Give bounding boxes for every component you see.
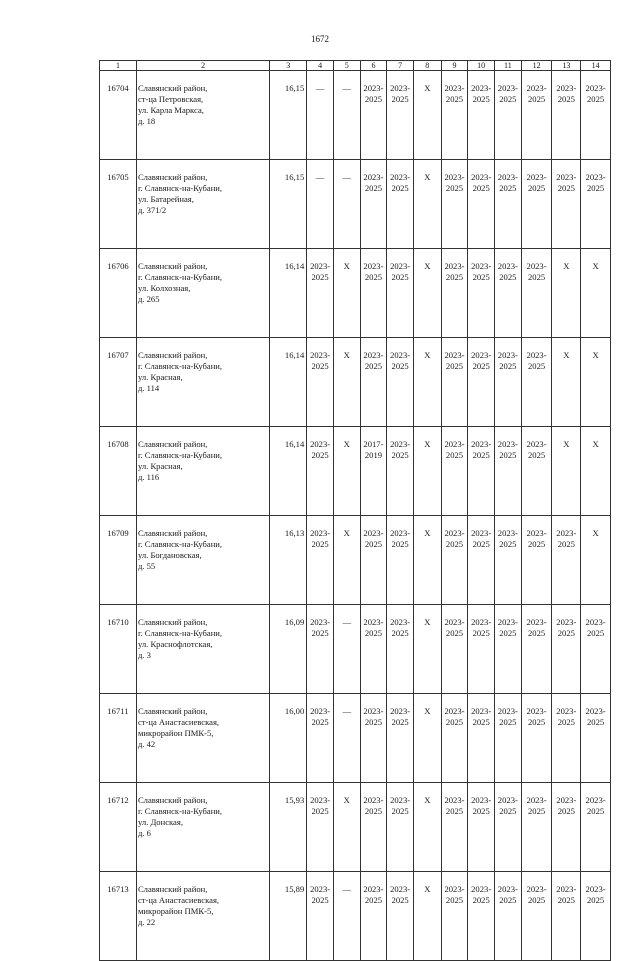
- register-table: [99, 60, 611, 961]
- period-cell: 2023- 2025: [521, 694, 552, 783]
- address-cell: [136, 605, 269, 694]
- column-number: 14: [581, 61, 611, 71]
- period-cell: X: [413, 605, 441, 694]
- period-cell: 2023- 2025: [468, 338, 495, 427]
- period-cell: X: [552, 338, 581, 427]
- period-cell: —: [333, 71, 360, 160]
- period-cell: 2023- 2025: [441, 249, 468, 338]
- table-row: [100, 516, 611, 605]
- table-row: [100, 427, 611, 516]
- address-line: Славянский район,: [137, 172, 208, 182]
- period-cell: 2023- 2025: [521, 783, 552, 872]
- address-line: г. Славянск-на-Кубани,: [137, 450, 223, 460]
- period-cell: 2023- 2025: [387, 605, 414, 694]
- period-cell: 2023- 2025: [552, 160, 581, 249]
- period-cell: 2023- 2025: [387, 160, 414, 249]
- period-cell: X: [413, 783, 441, 872]
- period-cell: 2023- 2025: [552, 694, 581, 783]
- period-cell: X: [413, 427, 441, 516]
- area-value: 16,13: [270, 516, 307, 605]
- address-cell: [136, 71, 269, 160]
- period-cell: 2023- 2025: [441, 872, 468, 961]
- period-cell: 2023- 2025: [468, 783, 495, 872]
- period-cell: 2023- 2025: [307, 605, 334, 694]
- record-number: 16704: [100, 71, 137, 160]
- period-cell: 2023- 2025: [495, 516, 522, 605]
- period-cell: X: [581, 338, 611, 427]
- address-line: ул. Карла Маркса,: [137, 105, 204, 115]
- record-number: 16706: [100, 249, 137, 338]
- address-line: Славянский район,: [137, 83, 208, 93]
- table-row: [100, 605, 611, 694]
- address-line: Славянский район,: [137, 261, 208, 271]
- area-value: 16,14: [270, 338, 307, 427]
- address-line: д. 371/2: [137, 205, 167, 215]
- page-number: 1672: [311, 34, 329, 44]
- period-cell: X: [333, 338, 360, 427]
- period-cell: 2023- 2025: [521, 605, 552, 694]
- area-value: 15,89: [270, 872, 307, 961]
- period-cell: 2023- 2025: [468, 516, 495, 605]
- period-cell: 2023- 2025: [307, 338, 334, 427]
- period-cell: 2023- 2025: [495, 872, 522, 961]
- area-value: 16,00: [270, 694, 307, 783]
- period-cell: 2023- 2025: [552, 605, 581, 694]
- period-cell: 2023- 2025: [441, 783, 468, 872]
- address-cell: [136, 516, 269, 605]
- period-cell: 2023- 2025: [521, 249, 552, 338]
- period-cell: X: [333, 427, 360, 516]
- address-line: ул. Красная,: [137, 372, 183, 382]
- address-line: ст-ца Анастасиевская,: [137, 717, 220, 727]
- period-cell: 2023- 2025: [360, 160, 387, 249]
- column-number: 7: [387, 61, 414, 71]
- period-cell: 2023- 2025: [495, 338, 522, 427]
- address-line: д. 18: [137, 116, 156, 126]
- address-line: ст-ца Петровская,: [137, 94, 204, 104]
- column-number: 5: [333, 61, 360, 71]
- record-number: 16711: [100, 694, 137, 783]
- period-cell: 2023- 2025: [581, 872, 611, 961]
- period-cell: 2023- 2025: [441, 427, 468, 516]
- period-cell: 2023- 2025: [387, 71, 414, 160]
- record-number: 16709: [100, 516, 137, 605]
- address-line: Славянский район,: [137, 350, 208, 360]
- period-cell: 2023- 2025: [468, 694, 495, 783]
- record-number: 16708: [100, 427, 137, 516]
- period-cell: 2023- 2025: [521, 427, 552, 516]
- period-cell: 2023- 2025: [581, 160, 611, 249]
- column-number: 12: [521, 61, 552, 71]
- address-line: Славянский район,: [137, 528, 208, 538]
- address-line: д. 265: [137, 294, 160, 304]
- address-line: г. Славянск-на-Кубани,: [137, 183, 223, 193]
- column-number: 4: [307, 61, 334, 71]
- address-line: ул. Колхозная,: [137, 283, 191, 293]
- period-cell: 2023- 2025: [387, 338, 414, 427]
- table-row: [100, 249, 611, 338]
- period-cell: 2023- 2025: [581, 605, 611, 694]
- period-cell: 2023- 2025: [495, 605, 522, 694]
- address-line: ул. Красная,: [137, 461, 183, 471]
- address-line: г. Славянск-на-Кубани,: [137, 628, 223, 638]
- period-cell: X: [413, 71, 441, 160]
- column-number: 9: [441, 61, 468, 71]
- table-row: [100, 872, 611, 961]
- period-cell: X: [413, 516, 441, 605]
- table-row: [100, 694, 611, 783]
- period-cell: 2023- 2025: [307, 872, 334, 961]
- period-cell: 2023- 2025: [468, 160, 495, 249]
- column-number: 2: [136, 61, 269, 71]
- record-number: 16713: [100, 872, 137, 961]
- record-number: 16710: [100, 605, 137, 694]
- period-cell: —: [333, 694, 360, 783]
- period-cell: 2023- 2025: [581, 694, 611, 783]
- period-cell: 2023- 2025: [307, 249, 334, 338]
- period-cell: X: [413, 694, 441, 783]
- period-cell: 2023- 2025: [552, 516, 581, 605]
- address-line: Славянский район,: [137, 617, 208, 627]
- period-cell: 2023- 2025: [581, 71, 611, 160]
- record-number: 16705: [100, 160, 137, 249]
- period-cell: —: [307, 71, 334, 160]
- period-cell: 2023- 2025: [468, 71, 495, 160]
- period-cell: 2023- 2025: [468, 872, 495, 961]
- period-cell: 2023- 2025: [307, 694, 334, 783]
- address-cell: [136, 338, 269, 427]
- area-value: 16,14: [270, 249, 307, 338]
- period-cell: 2023- 2025: [360, 71, 387, 160]
- address-line: д. 42: [137, 739, 156, 749]
- period-cell: 2023- 2025: [495, 249, 522, 338]
- address-line: Славянский район,: [137, 795, 208, 805]
- area-value: 16,09: [270, 605, 307, 694]
- table-row: [100, 71, 611, 160]
- period-cell: X: [552, 427, 581, 516]
- period-cell: 2023- 2025: [387, 694, 414, 783]
- address-line: микрорайон ПМК-5,: [137, 728, 214, 738]
- address-line: ул. Донская,: [137, 817, 183, 827]
- column-number: 8: [413, 61, 441, 71]
- address-line: г. Славянск-на-Кубани,: [137, 272, 223, 282]
- period-cell: —: [333, 872, 360, 961]
- address-line: д. 114: [137, 383, 160, 393]
- address-line: д. 6: [137, 828, 151, 838]
- period-cell: 2023- 2025: [468, 249, 495, 338]
- period-cell: 2023- 2025: [495, 783, 522, 872]
- address-line: ул. Краснофлотская,: [137, 639, 213, 649]
- area-value: 15,93: [270, 783, 307, 872]
- period-cell: 2023- 2025: [360, 783, 387, 872]
- column-number: 11: [495, 61, 522, 71]
- period-cell: 2023- 2025: [521, 71, 552, 160]
- period-cell: 2023- 2025: [387, 872, 414, 961]
- column-number: 13: [552, 61, 581, 71]
- period-cell: X: [413, 872, 441, 961]
- address-cell: [136, 427, 269, 516]
- address-line: Славянский район,: [137, 884, 208, 894]
- period-cell: X: [581, 427, 611, 516]
- area-value: 16,15: [270, 160, 307, 249]
- period-cell: 2023- 2025: [307, 783, 334, 872]
- period-cell: 2023- 2025: [387, 516, 414, 605]
- period-cell: X: [333, 516, 360, 605]
- period-cell: X: [581, 249, 611, 338]
- period-cell: 2023- 2025: [360, 872, 387, 961]
- period-cell: 2023- 2025: [441, 160, 468, 249]
- address-line: д. 116: [137, 472, 160, 482]
- address-line: Славянский район,: [137, 439, 208, 449]
- address-line: г. Славянск-на-Кубани,: [137, 361, 223, 371]
- period-cell: —: [333, 605, 360, 694]
- period-cell: 2023- 2025: [552, 783, 581, 872]
- period-cell: 2023- 2025: [441, 71, 468, 160]
- period-cell: 2023- 2025: [441, 338, 468, 427]
- period-cell: 2023- 2025: [581, 783, 611, 872]
- column-number-row: [100, 61, 611, 71]
- period-cell: 2023- 2025: [360, 249, 387, 338]
- period-cell: 2023- 2025: [307, 516, 334, 605]
- period-cell: 2023- 2025: [468, 605, 495, 694]
- period-cell: 2023- 2025: [552, 872, 581, 961]
- address-line: микрорайон ПМК-5,: [137, 906, 214, 916]
- address-cell: [136, 872, 269, 961]
- period-cell: 2023- 2025: [387, 427, 414, 516]
- period-cell: 2023- 2025: [441, 694, 468, 783]
- address-cell: [136, 783, 269, 872]
- period-cell: 2023- 2025: [468, 427, 495, 516]
- period-cell: 2023- 2025: [360, 338, 387, 427]
- period-cell: 2023- 2025: [552, 71, 581, 160]
- period-cell: 2023- 2025: [495, 694, 522, 783]
- period-cell: 2023- 2025: [441, 516, 468, 605]
- period-cell: 2023- 2025: [360, 694, 387, 783]
- table-row: [100, 338, 611, 427]
- area-value: 16,15: [270, 71, 307, 160]
- area-value: 16,14: [270, 427, 307, 516]
- period-cell: —: [307, 160, 334, 249]
- record-number: 16707: [100, 338, 137, 427]
- address-line: Славянский район,: [137, 706, 208, 716]
- period-cell: 2023- 2025: [495, 71, 522, 160]
- address-cell: [136, 249, 269, 338]
- column-number: 6: [360, 61, 387, 71]
- record-number: 16712: [100, 783, 137, 872]
- address-line: д. 22: [137, 917, 156, 927]
- period-cell: 2023- 2025: [387, 783, 414, 872]
- period-cell: 2023- 2025: [521, 338, 552, 427]
- period-cell: 2023- 2025: [521, 872, 552, 961]
- address-line: д. 55: [137, 561, 156, 571]
- address-line: г. Славянск-на-Кубани,: [137, 806, 223, 816]
- address-line: ул. Батарейная,: [137, 194, 194, 204]
- table-row: [100, 160, 611, 249]
- period-cell: 2023- 2025: [441, 605, 468, 694]
- period-cell: 2023- 2025: [360, 516, 387, 605]
- period-cell: X: [333, 783, 360, 872]
- period-cell: —: [333, 160, 360, 249]
- address-cell: [136, 694, 269, 783]
- period-cell: X: [333, 249, 360, 338]
- address-line: г. Славянск-на-Кубани,: [137, 539, 223, 549]
- period-cell: 2023- 2025: [387, 249, 414, 338]
- address-line: ст-ца Анастасиевская,: [137, 895, 220, 905]
- period-cell: X: [413, 338, 441, 427]
- column-number: 1: [100, 61, 137, 71]
- period-cell: X: [413, 160, 441, 249]
- table-body: [100, 71, 611, 961]
- table-row: [100, 783, 611, 872]
- period-cell: 2017- 2019: [360, 427, 387, 516]
- period-cell: 2023- 2025: [307, 427, 334, 516]
- period-cell: X: [413, 249, 441, 338]
- period-cell: 2023- 2025: [495, 160, 522, 249]
- period-cell: 2023- 2025: [360, 605, 387, 694]
- period-cell: 2023- 2025: [495, 427, 522, 516]
- address-line: ул. Богдановская,: [137, 550, 202, 560]
- column-number: 10: [468, 61, 495, 71]
- period-cell: 2023- 2025: [521, 160, 552, 249]
- period-cell: X: [581, 516, 611, 605]
- column-number: 3: [270, 61, 307, 71]
- address-cell: [136, 160, 269, 249]
- period-cell: 2023- 2025: [521, 516, 552, 605]
- period-cell: X: [552, 249, 581, 338]
- address-line: д. 3: [137, 650, 151, 660]
